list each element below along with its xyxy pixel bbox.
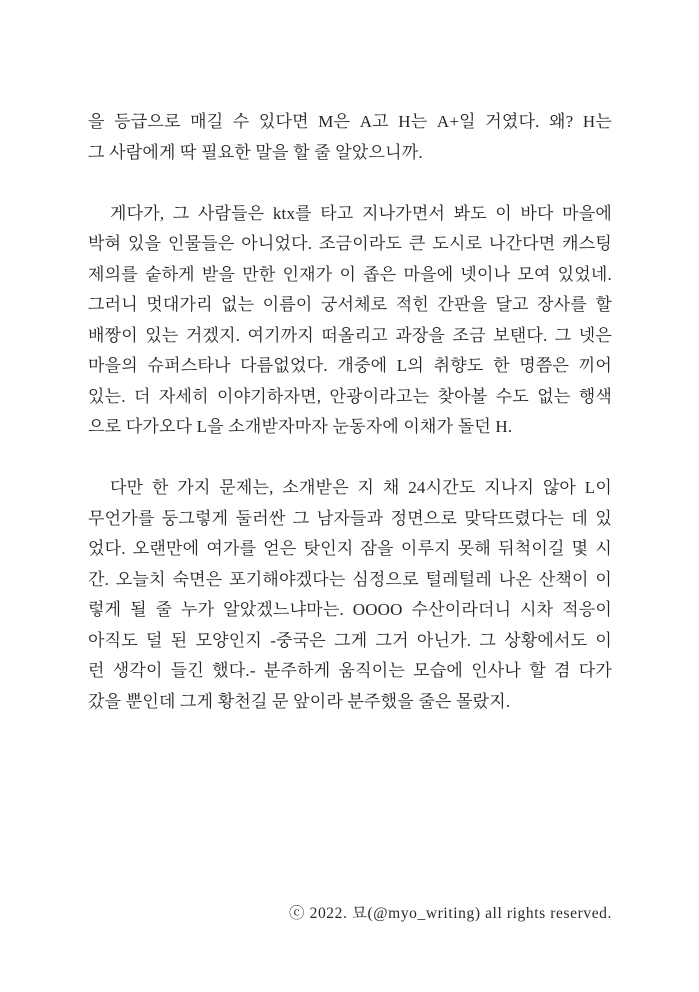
text-line: 마을의 슈퍼스타나 다름없었다. 개중에 L의 취향도 한 명쯤은 끼어 [88, 356, 612, 375]
paragraph [88, 107, 612, 168]
text-line: 다만 한 가지 문제는, 소개받은 지 채 24시간도 지나지 않아 L이 [110, 478, 612, 497]
paragraph [88, 473, 612, 717]
text-line: 으로 다가오다 L을 소개받자마자 눈동자에 이채가 돌던 H. [88, 417, 513, 436]
text-line: 그 사람에게 딱 필요한 말을 할 줄 알았으니까. [88, 142, 423, 162]
text-line: 런 생각이 들긴 했다.- 분주하게 움직이는 모습에 인사나 할 겸 다가 [88, 661, 612, 680]
copyright-footer: ⓒ 2022. 묘(@myo_writing) all rights reserved. [289, 905, 612, 922]
text-line: 아직도 덜 된 모양인지 -중국은 그게 그거 아닌가. 그 상황에서도 이 [88, 630, 612, 650]
text-line: 었다. 오랜만에 여가를 얻은 탓인지 잠을 이루지 못해 뒤척이길 몇 시 [88, 539, 612, 558]
text-line: 무언가를 둥그렇게 둘러싼 그 남자들과 정면으로 맞닥뜨렸다는 데 있 [88, 508, 612, 528]
text-line: 배짱이 있는 거겠지. 여기까지 떠올리고 과장을 조금 보탠다. 그 넷은 [88, 325, 612, 345]
text-line: 박혀 있을 인물들은 아니었다. 조금이라도 큰 도시로 나간다면 캐스팅 [88, 234, 612, 253]
document-body [88, 107, 612, 717]
text-line: 렇게 될 줄 누가 알았겠느냐마는. OOOO 수산이라더니 시차 적응이 [88, 600, 612, 619]
text-line: 그러니 멋대가리 없는 이름이 궁서체로 적힌 간판을 달고 장사를 할 [88, 295, 612, 314]
text-line: 을 등급으로 매길 수 있다면 M은 A고 H는 A+일 거였다. 왜? H는 [88, 112, 612, 131]
text-line: 간. 오늘치 숙면은 포기해야겠다는 심정으로 털레털레 나온 산책이 이 [88, 569, 612, 589]
text-line: 게다가, 그 사람들은 ktx를 타고 지나가면서 봐도 이 바다 마을에 [110, 203, 612, 223]
text-line: 제의를 숱하게 받을 만한 인재가 이 좁은 마을에 넷이나 모여 있었네. [88, 264, 612, 284]
paragraph [88, 199, 612, 443]
text-line: 갔을 뿐인데 그게 황천길 문 앞이라 분주했을 줄은 몰랐지. [88, 691, 511, 711]
text-line: 있는. 더 자세히 이야기하자면, 안광이라고는 찾아볼 수도 없는 행색 [88, 386, 612, 406]
